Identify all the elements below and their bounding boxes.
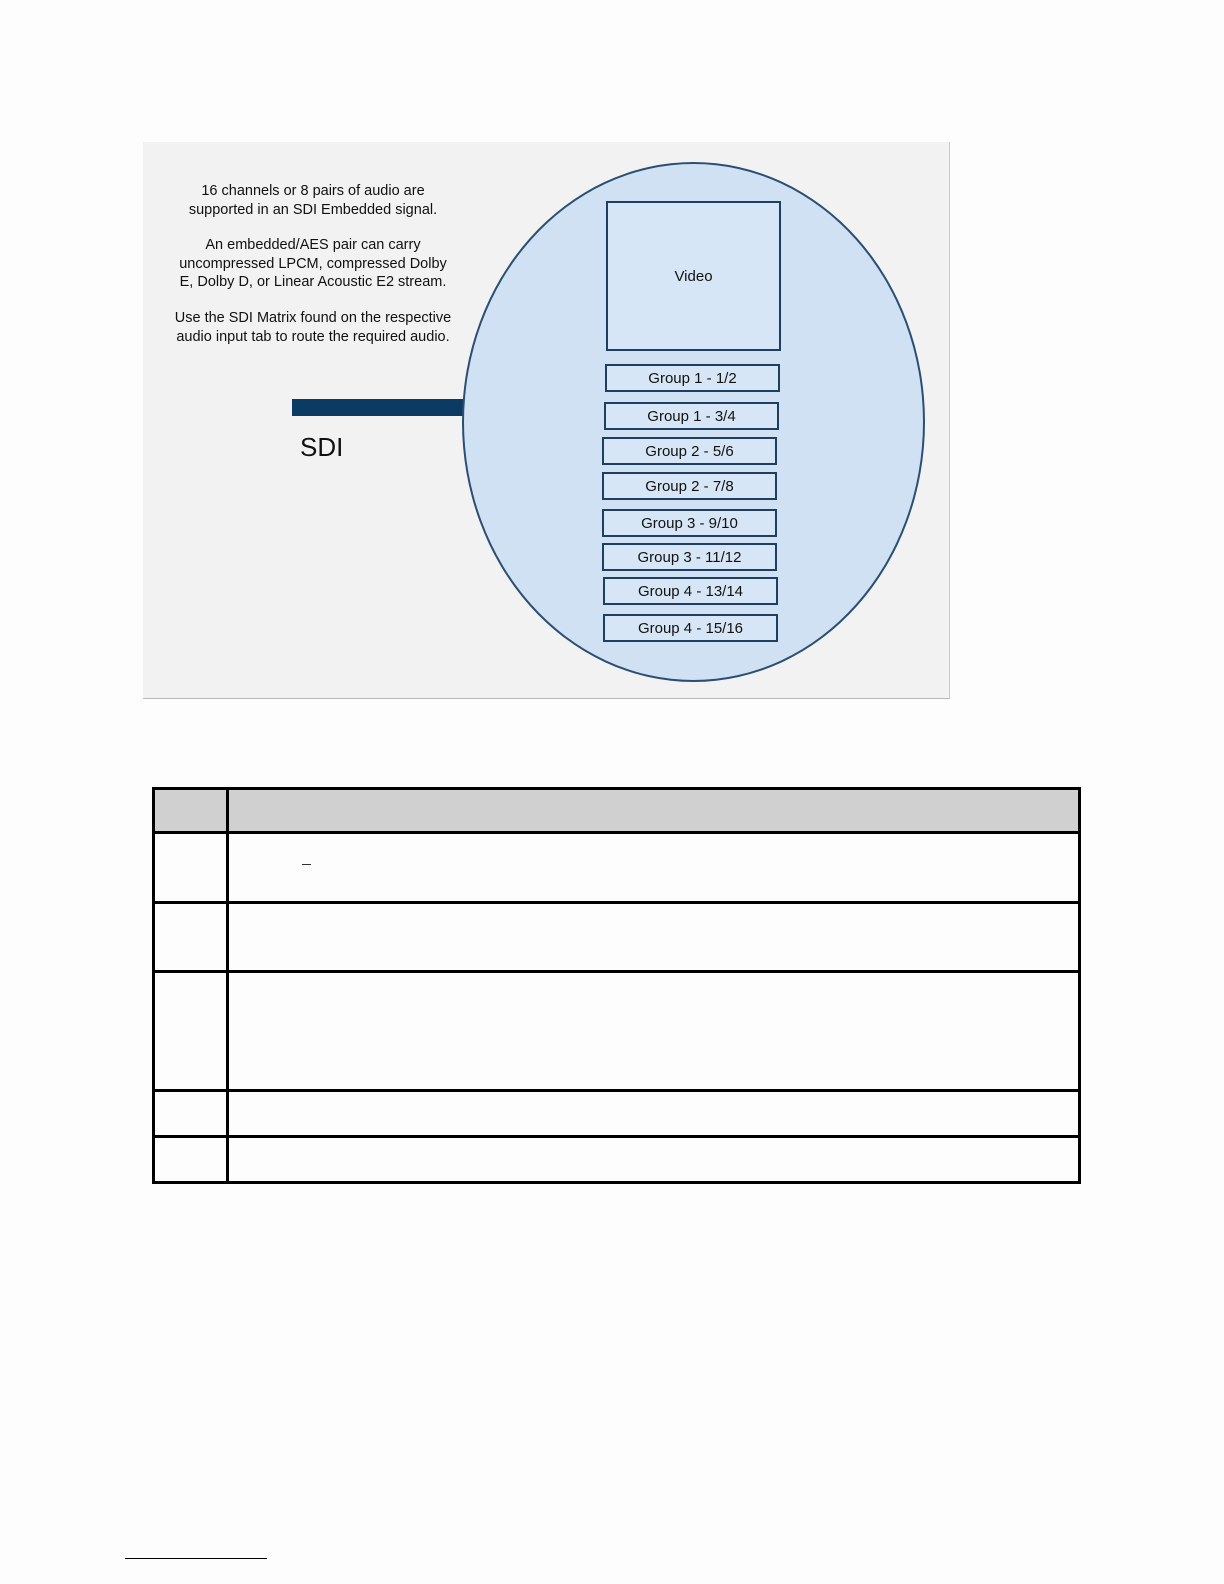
table-cell xyxy=(154,903,228,972)
footnote-separator xyxy=(125,1558,267,1559)
audio-group-label: Group 3 - 11/12 xyxy=(637,548,742,566)
table-cell xyxy=(154,833,228,903)
audio-group-label: Group 2 - 7/8 xyxy=(645,477,734,495)
note-sdi-matrix: Use the SDI Matrix found on the respective audio input tab to route the required audio. xyxy=(174,310,452,345)
header-cell xyxy=(154,789,228,833)
audio-group-label: Group 1 - 1/2 xyxy=(648,369,737,387)
table-row xyxy=(154,833,1080,903)
header-cell xyxy=(228,789,1080,833)
audio-group-label: Group 1 - 3/4 xyxy=(647,407,736,425)
parameter-table xyxy=(152,787,1081,1184)
note-audio-formats: An embedded/AES pair can carry uncompressed LPCM, compressed Dolby E, Dolby D, or Linear Acoustic E2 stream. xyxy=(179,237,447,290)
table-cell xyxy=(228,833,1080,903)
note-channels: 16 channels or 8 pairs of audio are supported in an SDI Embedded signal. xyxy=(188,183,438,218)
audio-group-label: Group 2 - 5/6 xyxy=(645,442,734,460)
table-cell xyxy=(228,1137,1080,1183)
sdi-label: SDI xyxy=(300,432,344,462)
table-cell xyxy=(154,1137,228,1183)
audio-group-label: Group 4 - 13/14 xyxy=(637,582,744,600)
table-cell xyxy=(228,972,1080,1091)
video-label: Video xyxy=(674,267,713,285)
audio-group-box xyxy=(604,402,779,430)
table-row xyxy=(154,1137,1080,1183)
table-cell xyxy=(154,1091,228,1137)
audio-group-box xyxy=(603,577,778,605)
table-cell xyxy=(228,903,1080,972)
audio-group-box xyxy=(602,509,777,537)
audio-group-box xyxy=(605,364,780,392)
table-cell xyxy=(154,972,228,1091)
audio-group-label: Group 3 - 9/10 xyxy=(641,514,738,532)
table-row xyxy=(154,903,1080,972)
audio-group-box xyxy=(602,472,777,500)
sdi-audio-diagram xyxy=(143,142,950,699)
table-cell xyxy=(228,1091,1080,1137)
audio-group-label: Group 4 - 15/16 xyxy=(637,619,744,637)
audio-group-box xyxy=(602,437,777,465)
table-header-row xyxy=(154,789,1080,833)
audio-group-box xyxy=(603,614,778,642)
table-row xyxy=(154,1091,1080,1137)
link-underline[interactable] xyxy=(302,864,311,865)
sdi-cable xyxy=(292,399,467,416)
video-box xyxy=(606,201,781,351)
audio-group-box xyxy=(602,543,777,571)
table-row xyxy=(154,972,1080,1091)
